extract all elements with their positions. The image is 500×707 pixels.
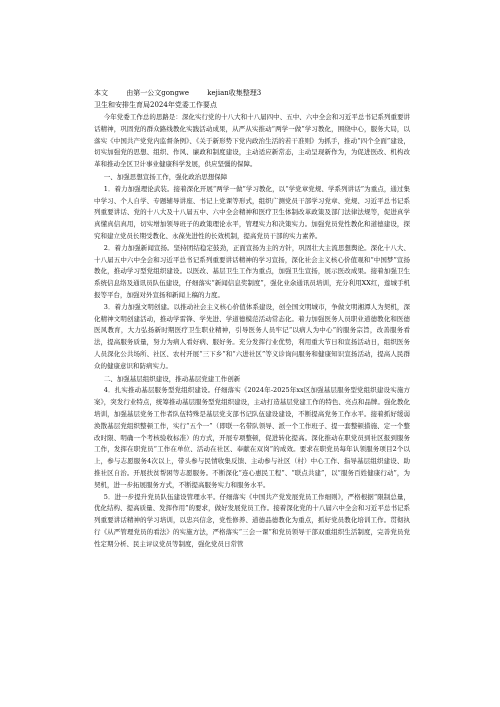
document-header: [94, 88, 410, 99]
document-page: [94, 88, 410, 550]
document-title: 卫生和安排生育局2024年党委工作要点: [94, 101, 217, 109]
paragraph-4: 4．扎实推动基层服务型党组织建设。仔细落实《2024年-2025年xx区加强基层服务型党组织建设实施方案》，突发行业特点，统筹推动基层服务型党组织建设，主动打造基层党建工作的特色、亮点和品牌。强化教化培训，加强基层党务工作者队伍特殊是基层党支部书记队伍建设建设，不断提高党务工作水平。接着抓好缓弱涣散基层党组织整顿工作，实行“五个一”（即联一名带队领导、派一个工作班子、提一套整顿措施、定一个整改时限、明确一个考核验收标准）的方式，开展专项整顿，促进转化提高。深化推动在职党员到社区报到服务工作，发挥在职党员“工作在单位、活动在社区、奉献在双岗”的成效。要求在职党员每年认领服务项目2个以上，参与志愿服务4次以上，带头参与民情收集反馈、主动参与社区（村）中心工作、指导基层组织建设、助推社区自治。开展扶贫帮困等志愿服务。不断深化“连心惠民工程”、“联点共建”，以“服务百姓健康行动”，为契机，进一步拓展服务方式，不断提高服务实力和服务水平。: [94, 386, 410, 489]
header-middle: 由第一公文gongwe: [126, 89, 190, 97]
paragraph-2: 2．着力加强新闻宣扬。坚持团结稳定鼓劲，正面宣扬为主的方针，巩固壮大主流思想舆论。深化十八大、十八届五中六中全会和习近平总书记系列重要讲话精神的学习宣扬，深化社会主义核心价值观和“中国梦”宣扬教化，推动学习型党组织建设。以医改、基层卫生工作为重点，加强卫生宣扬，展示医改成果。接着加强卫生系统信息络及通讯员队伍建设，仔细落实“新闻信息奖制度”，强化业余通讯员培训，充分利用XX红，莲城手机报等平台，加强对外宣扬和新闻上稿的力度。: [94, 243, 410, 299]
header-right: kejian收集整理3: [207, 89, 262, 97]
section-heading-1: 一、加强思想宣扬工作，强化政治思想保障: [103, 172, 228, 181]
header-left: 本文: [94, 89, 108, 97]
paragraph-5: 5．进一步提升党员队伍建设管理水平。仔细落实《中国共产党发展党员工作细则》，严格根据“限制总量，优化结构、提高质量、发挥作用”的要求，做好发展党员工作。接着深化党的十八届六中全会和习近平总书记系列重要讲话精神的学习培训，以忠兴信念，党性修养、道德品德教化为重点，抓好党员教化培训工作。贯彻执行《从严管理党员的看法》的实施方法，严格落实“三会一课”和党员领导干部双重组织生活制度，完善党员党性定期分析、民主评议党员等制度，强化党员日常管: [94, 492, 410, 548]
paragraph-3: 3．着力加强文明创建。以推动社会主义核心价值体系建设，创全国文明城市，争做文明湘潭人为契机，深化精神文明创建活动，推动学雷锋、学先进、学道德模范活动常态化。着力加强医务人员职业道德教化和医德医风教育，大力弘扬新时期医疗卫生职业精神，引导医务人员牢记“以病人为中心”的服务宗旨，改善服务看法，提高服务质量，努力为病人看好病、服好务。充分发挥行业优势，利用重大节日和宣扬活动日，组织医务人员深化公共场所、社区、农村开展“三下乡”和“六进社区”等义诊询问服务和健康知识宣扬活动，提高人民群众的健康意识和防病实力。: [94, 302, 410, 370]
intro-paragraph: 今年党委工作总的思路是：深化实行党的十八大和十八届四中、五中、六中全会和习近平总书记系列重要讲话精神，巩固党的群众路线教化实践活动成果，从严从实推动“两学一做”学习教化，围绕中心，服务大局，以落实《中国共产党党内监督条例》、《关于新形势下党内政治生活的若干准则》为抓手，推动“四个全面”建设，切实加强党的思想、组织、作风、廉政和制度建设，主动适应新常态，主动呈现新作为，为促进医改、机构改革和推动全区卫计事业健康科学发展，供应坚彊的保障。: [94, 113, 410, 169]
section-heading-2: 二、加强基层组织建设，推动基层党建工作创新: [103, 374, 241, 383]
paragraph-1: 1．着力加强理论武装。接着深化开展“两学一做”学习教化，以“学党章党规、学系列讲话”为重点，通过集中学习、个人自学、专题辅导讲座、书记上党课等形式，组织广测党员干部学习党章、党规、习近平总书记系列重要讲话、党的十八大及十八届五中、六中全会精神和医疗卫生体制改革政策及部门法律法规等，促进真学真懂真信真用，切实增加领导班子的政策理论水平，管理实力和决策实力。加强党员党性教化和道德建设，探究和建立党员长期受教化、永葆先进性的长效机制，提高党员干部的实力素养。: [94, 184, 410, 240]
